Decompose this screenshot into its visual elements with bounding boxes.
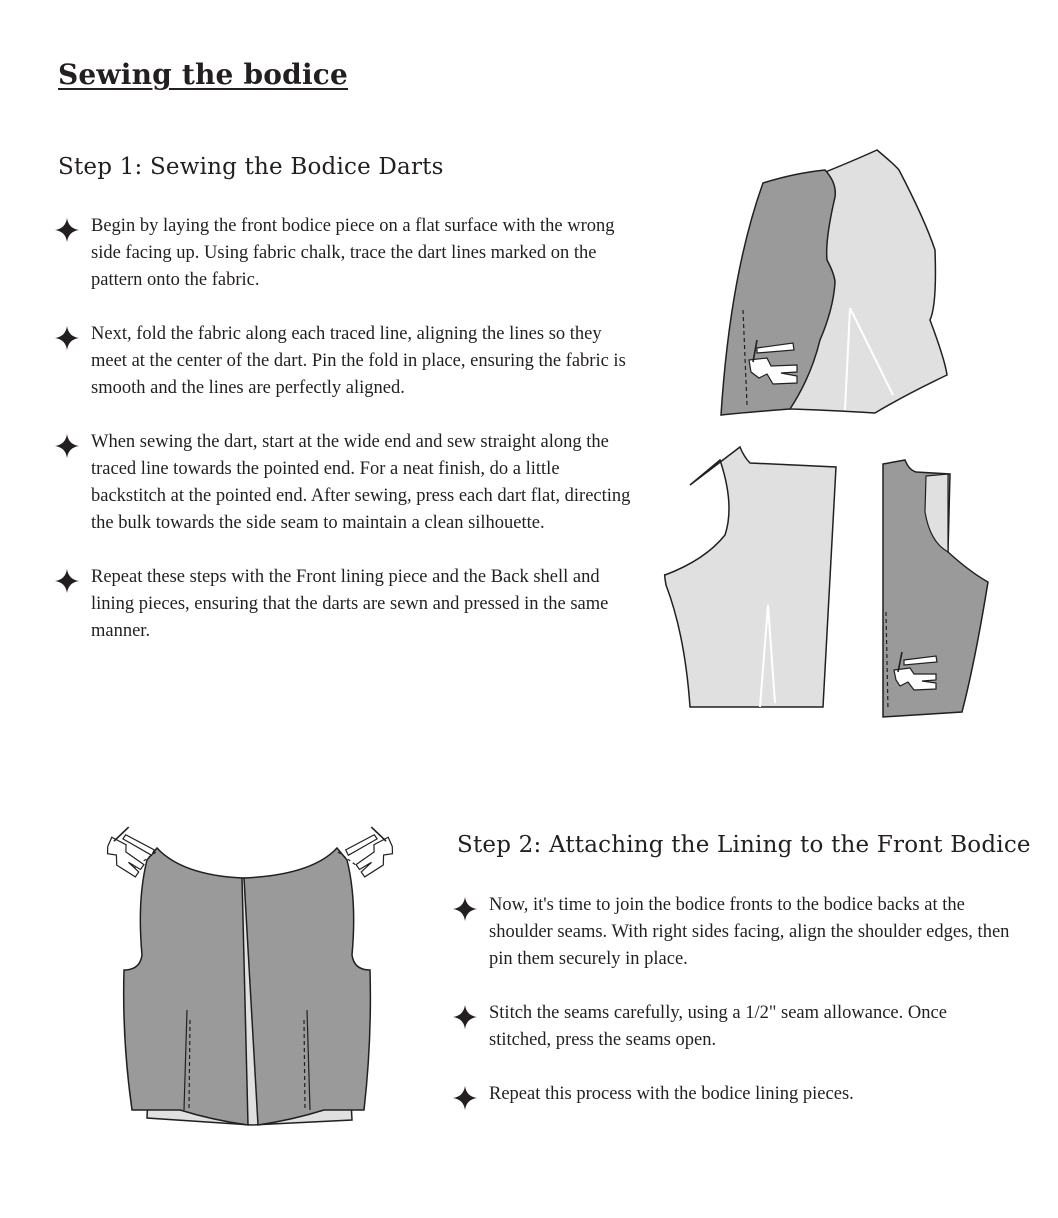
page-title: Sewing the bodice: [58, 58, 349, 91]
list-item-text: Repeat these steps with the Front lining piece and the Back shell and lining pieces, ensuring that the darts are sewn and pressed in the same manner.: [91, 567, 609, 641]
list-item: [453, 892, 1013, 973]
left-front-panel: [124, 848, 248, 1125]
four-point-star-icon: [453, 1005, 477, 1029]
back-shell-piece-illustration: [880, 452, 992, 720]
four-point-star-icon: [55, 569, 79, 593]
list-item: [55, 429, 635, 537]
right-front-panel: [244, 848, 370, 1125]
step1-heading: Step 1: Sewing the Bodice Darts: [58, 154, 444, 180]
list-item-text: Next, fold the fabric along each traced line, aligning the lines so they meet at the center of the dart. Pin the fold in place, ensuring the fabric is smooth and the lines are perfectly aligned.: [91, 324, 626, 398]
list-item: [453, 1081, 1013, 1108]
four-point-star-icon: [55, 218, 79, 242]
list-item: [55, 321, 635, 402]
list-item-text: Stitch the seams carefully, using a 1/2" seam allowance. Once stitched, press the seams open.: [489, 1003, 947, 1050]
step2-instruction-list: [453, 892, 1013, 1135]
list-item: [453, 1000, 1013, 1054]
list-item-text: Now, it's time to join the bodice fronts to the bodice backs at the shoulder seams. With right sides facing, align the shoulder edges, then pin them securely in place.: [489, 895, 1010, 969]
presser-foot-icon: [343, 822, 400, 878]
four-point-star-icon: [453, 1086, 477, 1110]
list-item-text: When sewing the dart, start at the wide end and sew straight along the traced line towards the pointed end. For a neat finish, do a little backstitch at the pointed end. After sewing, press each dart flat, directing the bulk towards the side seam to maintain a clean silhouette.: [91, 432, 631, 533]
list-item-text: Repeat this process with the bodice lining pieces.: [489, 1084, 854, 1104]
step2-heading: Step 2: Attaching the Lining to the Front Bodice: [457, 832, 1031, 858]
joined-bodice-illustration: [92, 820, 412, 1130]
list-item: [55, 213, 635, 294]
list-item-text: Begin by laying the front bodice piece on a flat surface with the wrong side facing up. Using fabric chalk, trace the dart lines marked on the pattern onto the fabric.: [91, 216, 615, 290]
four-point-star-icon: [55, 434, 79, 458]
back-lining-piece-illustration: [660, 445, 840, 715]
step1-instruction-list: [55, 213, 635, 672]
four-point-star-icon: [55, 326, 79, 350]
list-item: [55, 564, 635, 645]
front-bodice-dart-illustration: [715, 145, 955, 420]
four-point-star-icon: [453, 897, 477, 921]
